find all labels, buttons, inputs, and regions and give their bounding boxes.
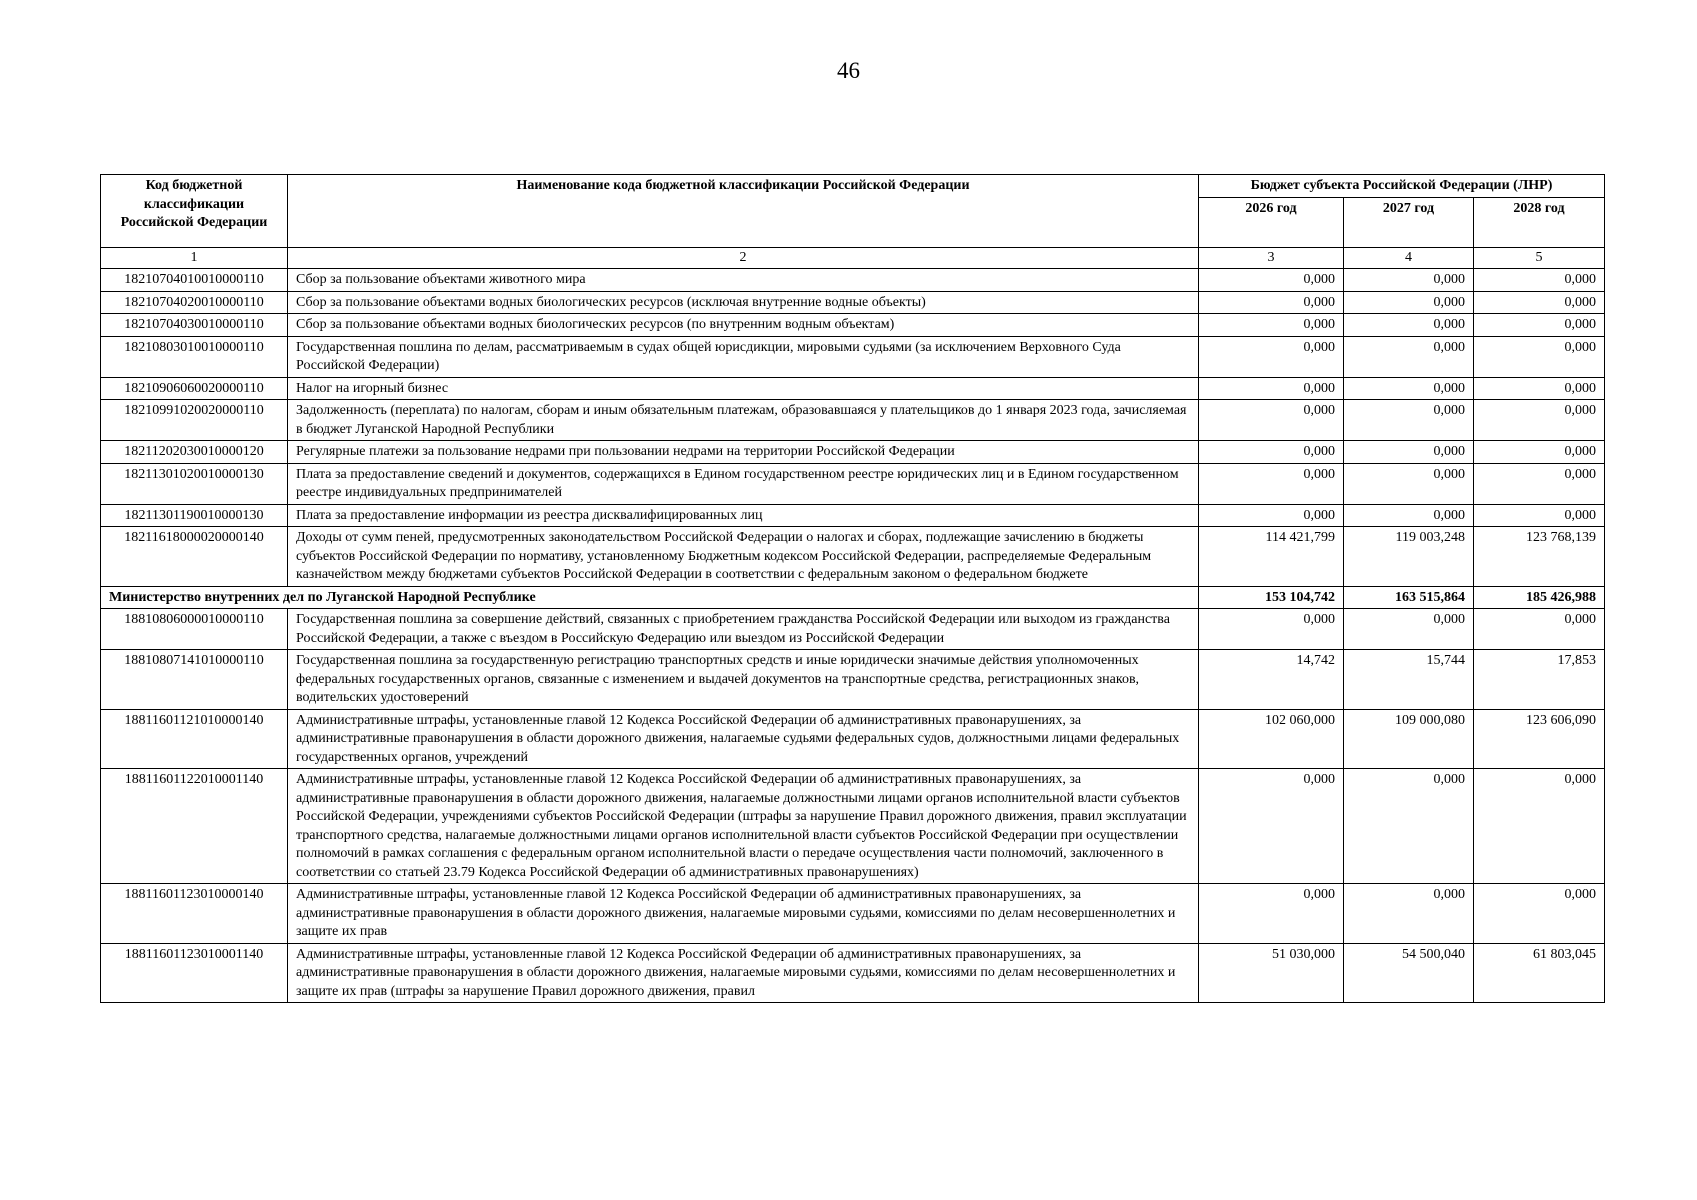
budget-code: 18811601122010001140	[101, 769, 288, 884]
budget-code-name: Сбор за пользование объектами животного мира	[288, 269, 1199, 292]
budget-code: 18811601123010000140	[101, 884, 288, 944]
value-2028: 0,000	[1474, 609, 1605, 650]
header-budget: Бюджет субъекта Российской Федерации (ЛНР)	[1199, 175, 1605, 198]
table-row	[101, 377, 1605, 400]
value-2027: 15,744	[1344, 650, 1474, 710]
budget-code-name: Сбор за пользование объектами водных биологических ресурсов (по внутренним водным объектам)	[288, 314, 1199, 337]
page-number: 46	[837, 58, 860, 83]
value-2028: 0,000	[1474, 504, 1605, 527]
value-2027: 0,000	[1344, 269, 1474, 292]
value-2028: 123 768,139	[1474, 527, 1605, 587]
value-2027: 0,000	[1344, 769, 1474, 884]
value-2027: 0,000	[1344, 336, 1474, 377]
column-number: 2	[288, 247, 1199, 269]
value-2027: 0,000	[1344, 504, 1474, 527]
header-code: Код бюджетной классификации Российской Федерации	[101, 175, 288, 248]
value-2027: 0,000	[1344, 609, 1474, 650]
value-2028: 61 803,045	[1474, 943, 1605, 1003]
budget-code: 18210704010010000110	[101, 269, 288, 292]
value-2028: 0,000	[1474, 400, 1605, 441]
table-row	[101, 769, 1605, 884]
table-row	[101, 504, 1605, 527]
budget-code-name: Административные штрафы, установленные главой 12 Кодекса Российской Федерации об административных правонарушениях, за административные правонарушения в области дорожного движения, налагаемые мировыми судьями, комиссиями по делам несовершеннолетних и защите их прав	[288, 884, 1199, 944]
column-number: 4	[1344, 247, 1474, 269]
group-total-2026: 153 104,742	[1199, 586, 1344, 609]
value-2026: 0,000	[1199, 336, 1344, 377]
table-row	[101, 400, 1605, 441]
group-name: Министерство внутренних дел по Луганской Народной Республике	[101, 586, 1199, 609]
table-row	[101, 943, 1605, 1003]
budget-code: 18211618000020000140	[101, 527, 288, 587]
budget-code-name: Государственная пошлина за совершение действий, связанных с приобретением гражданства Российской Федерации или выходом из гражданства Российской Федерации, а также с въездом в Российскую Федерацию или выездом из Российской Федерации	[288, 609, 1199, 650]
table-row	[101, 709, 1605, 769]
budget-code: 18211301190010000130	[101, 504, 288, 527]
table-row	[101, 609, 1605, 650]
budget-code: 18210704020010000110	[101, 291, 288, 314]
value-2028: 0,000	[1474, 769, 1605, 884]
table-row	[101, 291, 1605, 314]
value-2028: 0,000	[1474, 269, 1605, 292]
value-2028: 0,000	[1474, 377, 1605, 400]
value-2028: 0,000	[1474, 441, 1605, 464]
budget-code: 18210906060020000110	[101, 377, 288, 400]
value-2028: 0,000	[1474, 336, 1605, 377]
header-name: Наименование кода бюджетной классификации Российской Федерации	[288, 175, 1199, 248]
budget-code: 18210803010010000110	[101, 336, 288, 377]
budget-table	[100, 174, 1605, 1003]
value-2027: 0,000	[1344, 291, 1474, 314]
column-number: 1	[101, 247, 288, 269]
value-2027: 0,000	[1344, 884, 1474, 944]
table-row	[101, 336, 1605, 377]
value-2026: 51 030,000	[1199, 943, 1344, 1003]
value-2027: 0,000	[1344, 400, 1474, 441]
table-row	[101, 527, 1605, 587]
group-total-2027: 163 515,864	[1344, 586, 1474, 609]
table-row	[101, 441, 1605, 464]
header-year-2028: 2028 год	[1474, 197, 1605, 247]
value-2027: 0,000	[1344, 314, 1474, 337]
value-2026: 0,000	[1199, 291, 1344, 314]
budget-code: 18811601123010001140	[101, 943, 288, 1003]
value-2026: 0,000	[1199, 463, 1344, 504]
value-2027: 109 000,080	[1344, 709, 1474, 769]
value-2026: 0,000	[1199, 504, 1344, 527]
value-2028: 0,000	[1474, 291, 1605, 314]
table-row	[101, 463, 1605, 504]
budget-code: 18811601121010000140	[101, 709, 288, 769]
column-number: 5	[1474, 247, 1605, 269]
value-2027: 0,000	[1344, 441, 1474, 464]
value-2026: 0,000	[1199, 769, 1344, 884]
budget-code-name: Плата за предоставление информации из реестра дисквалифицированных лиц	[288, 504, 1199, 527]
budget-code-name: Задолженность (переплата) по налогам, сборам и иным обязательным платежам, образовавшаяся у плательщиков до 1 января 2023 года, зачисляемая в бюджет Луганской Народной Республики	[288, 400, 1199, 441]
budget-code: 18210991020020000110	[101, 400, 288, 441]
value-2027: 54 500,040	[1344, 943, 1474, 1003]
value-2028: 123 606,090	[1474, 709, 1605, 769]
value-2028: 0,000	[1474, 884, 1605, 944]
column-number-row	[101, 247, 1605, 269]
value-2026: 0,000	[1199, 314, 1344, 337]
budget-code-name: Сбор за пользование объектами водных биологических ресурсов (исключая внутренние водные объекты)	[288, 291, 1199, 314]
header-year-2026: 2026 год	[1199, 197, 1344, 247]
value-2026: 0,000	[1199, 400, 1344, 441]
value-2026: 0,000	[1199, 377, 1344, 400]
budget-code-name: Административные штрафы, установленные главой 12 Кодекса Российской Федерации об административных правонарушениях, за административные правонарушения в области дорожного движения, налагаемые должностными лицами органов исполнительной власти субъектов Российской Федерации, учреждениями субъектов Российской Федерации (штрафы за нарушение Правил дорожного движения, правил эксплуатации транспортного средства, налагаемые должностными лицами органов исполнительной власти субъектов Российской Федерации при осуществлении полномочий в рамках соглашения с федеральным органом исполнительной власти о передаче осуществления части полномочий, заключенного в соответствии со статьей 23.79 Кодекса Российской Федерации об административных правонарушениях)	[288, 769, 1199, 884]
value-2028: 17,853	[1474, 650, 1605, 710]
table-row	[101, 884, 1605, 944]
table-row	[101, 269, 1605, 292]
budget-code: 18211301020010000130	[101, 463, 288, 504]
budget-code: 18211202030010000120	[101, 441, 288, 464]
table-row	[101, 314, 1605, 337]
value-2026: 14,742	[1199, 650, 1344, 710]
column-number: 3	[1199, 247, 1344, 269]
value-2027: 0,000	[1344, 463, 1474, 504]
value-2027: 119 003,248	[1344, 527, 1474, 587]
budget-code-name: Административные штрафы, установленные главой 12 Кодекса Российской Федерации об административных правонарушениях, за административные правонарушения в области дорожного движения, налагаемые судьями федеральных судов, должностными лицами федеральных государственных органов, учреждений	[288, 709, 1199, 769]
budget-code-name: Регулярные платежи за пользование недрами при пользовании недрами на территории Российской Федерации	[288, 441, 1199, 464]
budget-code: 18810806000010000110	[101, 609, 288, 650]
value-2028: 0,000	[1474, 314, 1605, 337]
value-2026: 102 060,000	[1199, 709, 1344, 769]
value-2027: 0,000	[1344, 377, 1474, 400]
value-2028: 0,000	[1474, 463, 1605, 504]
group-total-2028: 185 426,988	[1474, 586, 1605, 609]
value-2026: 0,000	[1199, 441, 1344, 464]
table-header	[101, 175, 1605, 248]
value-2026: 0,000	[1199, 884, 1344, 944]
value-2026: 114 421,799	[1199, 527, 1344, 587]
group-row	[101, 586, 1605, 609]
budget-code-name: Административные штрафы, установленные главой 12 Кодекса Российской Федерации об административных правонарушениях, за административные правонарушения в области дорожного движения, налагаемые мировыми судьями, комиссиями по делам несовершеннолетних и защите их прав (штрафы за нарушение Правил дорожного движения, правил	[288, 943, 1199, 1003]
value-2026: 0,000	[1199, 609, 1344, 650]
budget-code: 18210704030010000110	[101, 314, 288, 337]
value-2026: 0,000	[1199, 269, 1344, 292]
budget-code-name: Плата за предоставление сведений и документов, содержащихся в Едином государственном реестре юридических лиц и в Едином государственном реестре индивидуальных предпринимателей	[288, 463, 1199, 504]
budget-code: 18810807141010000110	[101, 650, 288, 710]
table-row	[101, 650, 1605, 710]
budget-code-name: Государственная пошлина за государственную регистрацию транспортных средств и иные юридически значимые действия уполномоченных федеральных государственных органов, связанные с изменением и выдачей документов на транспортные средства, регистрационных знаков, водительских удостоверений	[288, 650, 1199, 710]
budget-code-name: Доходы от сумм пеней, предусмотренных законодательством Российской Федерации о налогах и сборах, подлежащие зачислению в бюджеты субъектов Российской Федерации по нормативу, установленному Бюджетным кодексом Российской Федерации, распределяемые Федеральным казначейством между бюджетами субъектов Российской Федерации в соответствии с федеральным законом о федеральном бюджете	[288, 527, 1199, 587]
budget-code-name: Налог на игорный бизнес	[288, 377, 1199, 400]
header-year-2027: 2027 год	[1344, 197, 1474, 247]
budget-code-name: Государственная пошлина по делам, рассматриваемым в судах общей юрисдикции, мировыми судьями (за исключением Верховного Суда Российской Федерации)	[288, 336, 1199, 377]
